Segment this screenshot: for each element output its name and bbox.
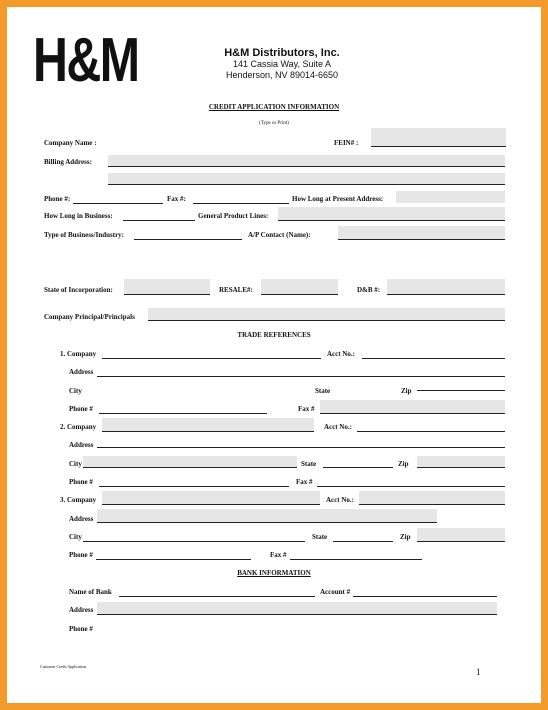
billing-address-field-2[interactable] bbox=[108, 173, 505, 184]
phone-line[interactable] bbox=[73, 203, 163, 204]
billing-line-1 bbox=[108, 166, 505, 167]
trade-fax-3-label: Fax # bbox=[270, 551, 287, 559]
footer-note: Customer Credit Application bbox=[40, 664, 87, 669]
trade-address-3-line bbox=[97, 522, 437, 523]
trade-fax-2-label: Fax # bbox=[296, 478, 313, 486]
trade-company-3-field[interactable] bbox=[102, 491, 320, 504]
bank-account-label: Account # bbox=[320, 588, 351, 596]
trade-city-2-line bbox=[83, 467, 297, 468]
company-name-label: Company Name : bbox=[44, 139, 97, 147]
trade-address-1-line[interactable] bbox=[97, 376, 505, 377]
trade-address-3-field[interactable] bbox=[97, 509, 437, 522]
form-subtitle: (Type or Print) bbox=[259, 121, 289, 126]
trade-address-2-label: Address bbox=[69, 441, 94, 449]
state-incorporation-field[interactable] bbox=[124, 279, 210, 294]
trade-phone-3-line[interactable] bbox=[96, 559, 251, 560]
how-long-present-label: How Long at Present Address: bbox=[292, 195, 384, 203]
trade-company-2-line bbox=[102, 431, 314, 432]
trade-acct-1-label: Acct No.: bbox=[327, 350, 355, 358]
billing-address-field[interactable] bbox=[108, 155, 505, 166]
trade-address-2-line[interactable] bbox=[97, 447, 505, 448]
trade-acct-2-line[interactable] bbox=[357, 431, 505, 432]
general-product-label: General Product Lines: bbox=[198, 212, 269, 220]
page-number: 1 bbox=[476, 667, 481, 677]
db-line bbox=[387, 294, 505, 295]
trade-phone-2-label: Phone # bbox=[69, 478, 93, 486]
trade-zip-3-field[interactable] bbox=[417, 528, 505, 541]
trade-zip-2-label: Zip bbox=[398, 460, 409, 468]
trade-address-3-label: Address bbox=[69, 515, 94, 523]
logo: H&M bbox=[33, 26, 139, 95]
trade-company-1-line[interactable] bbox=[102, 358, 321, 359]
trade-city-3-label: City bbox=[69, 533, 82, 541]
trade-state-2-label: State bbox=[301, 460, 317, 468]
trade-company-1-label: 1. Company bbox=[60, 350, 97, 358]
phone-label: Phone #: bbox=[44, 195, 71, 203]
company-name: H&M Distributors, Inc. bbox=[224, 47, 340, 59]
trade-phone-2-line[interactable] bbox=[99, 486, 289, 487]
bank-address-field[interactable] bbox=[97, 602, 497, 614]
fein-line bbox=[371, 146, 506, 147]
trade-state-2-line[interactable] bbox=[323, 467, 393, 468]
trade-acct-3-line bbox=[359, 504, 505, 505]
bank-name-label: Name of Bank bbox=[69, 588, 112, 596]
state-incorporation-label: State of Incorporation: bbox=[44, 286, 113, 294]
trade-city-3-line[interactable] bbox=[83, 541, 305, 542]
fax-label: Fax #: bbox=[167, 195, 186, 203]
fax-line[interactable] bbox=[193, 203, 289, 204]
fein-field[interactable] bbox=[371, 128, 506, 146]
trade-phone-3-label: Phone # bbox=[69, 551, 93, 559]
db-field[interactable] bbox=[387, 279, 505, 294]
trade-company-2-label: 2. Company bbox=[60, 423, 97, 431]
bank-name-line[interactable] bbox=[119, 596, 315, 597]
trade-zip-3-line bbox=[417, 541, 505, 542]
trade-state-1-label: State bbox=[315, 387, 331, 395]
general-product-line bbox=[278, 220, 505, 221]
trade-fax-1-line bbox=[320, 413, 505, 414]
credit-application-page bbox=[7, 7, 541, 703]
trade-phone-1-line[interactable] bbox=[99, 413, 267, 414]
trade-fax-1-label: Fax # bbox=[298, 405, 315, 413]
bank-phone-label: Phone # bbox=[69, 625, 93, 633]
bank-information-title: BANK INFORMATION bbox=[237, 569, 311, 577]
trade-address-1-label: Address bbox=[69, 368, 94, 376]
principal-label: Company Principal/Principals bbox=[44, 313, 135, 321]
trade-city-1-label: City bbox=[69, 387, 82, 395]
bank-account-line[interactable] bbox=[353, 596, 497, 597]
trade-acct-3-field[interactable] bbox=[359, 491, 505, 504]
bank-address-label: Address bbox=[69, 606, 94, 614]
trade-state-3-label: State bbox=[312, 533, 328, 541]
resale-label: RESALE#: bbox=[219, 286, 253, 294]
trade-phone-1-label: Phone # bbox=[69, 405, 93, 413]
how-long-business-line[interactable] bbox=[123, 220, 195, 221]
principal-line bbox=[148, 320, 505, 321]
trade-zip-2-line bbox=[417, 467, 505, 468]
trade-zip-1-label: Zip bbox=[401, 387, 412, 395]
trade-city-2-field[interactable] bbox=[83, 456, 297, 467]
trade-acct-1-line[interactable] bbox=[362, 358, 505, 359]
ap-contact-field[interactable] bbox=[338, 226, 505, 239]
trade-city-2-label: City bbox=[69, 460, 82, 468]
address-line-1: 141 Cassia Way, Suite A bbox=[232, 59, 332, 69]
ap-contact-line bbox=[338, 239, 505, 240]
trade-acct-3-label: Acct No.: bbox=[326, 496, 354, 504]
how-long-present-field[interactable] bbox=[396, 191, 505, 203]
fein-label: FEIN# : bbox=[334, 139, 359, 147]
trade-fax-3-line[interactable] bbox=[290, 559, 422, 560]
trade-fax-1-field[interactable] bbox=[320, 400, 505, 413]
trade-zip-2-field[interactable] bbox=[417, 456, 505, 467]
bank-address-line bbox=[97, 614, 497, 615]
trade-company-2-field[interactable] bbox=[102, 418, 314, 431]
db-label: D&B #: bbox=[357, 286, 381, 294]
form-title: CREDIT APPLICATION INFORMATION bbox=[208, 103, 340, 111]
ap-contact-label: A/P Contact (Name): bbox=[248, 231, 311, 239]
resale-line bbox=[261, 294, 338, 295]
trade-zip-1-line[interactable] bbox=[417, 390, 505, 391]
trade-zip-3-label: Zip bbox=[400, 533, 411, 541]
billing-line-2 bbox=[108, 184, 505, 185]
trade-references-title: TRADE REFERENCES bbox=[237, 331, 311, 339]
state-incorporation-line bbox=[124, 294, 210, 295]
billing-address-label: Billing Address: bbox=[44, 158, 92, 166]
company-block bbox=[212, 47, 352, 81]
resale-field[interactable] bbox=[261, 279, 338, 294]
principal-field[interactable] bbox=[148, 308, 505, 320]
trade-company-3-label: 3. Company bbox=[60, 496, 97, 504]
trade-company-3-line bbox=[102, 504, 320, 505]
type-business-label: Type of Business/Industry: bbox=[44, 231, 125, 239]
trade-state-3-line[interactable] bbox=[333, 541, 393, 542]
trade-fax-2-line[interactable] bbox=[317, 486, 505, 487]
address-line-2: Henderson, NV 89014-6650 bbox=[225, 70, 339, 80]
how-long-business-label: How Long in Business: bbox=[44, 212, 113, 220]
type-business-line[interactable] bbox=[134, 239, 242, 240]
trade-acct-2-label: Acct No.: bbox=[324, 423, 352, 431]
general-product-field[interactable] bbox=[278, 207, 505, 220]
